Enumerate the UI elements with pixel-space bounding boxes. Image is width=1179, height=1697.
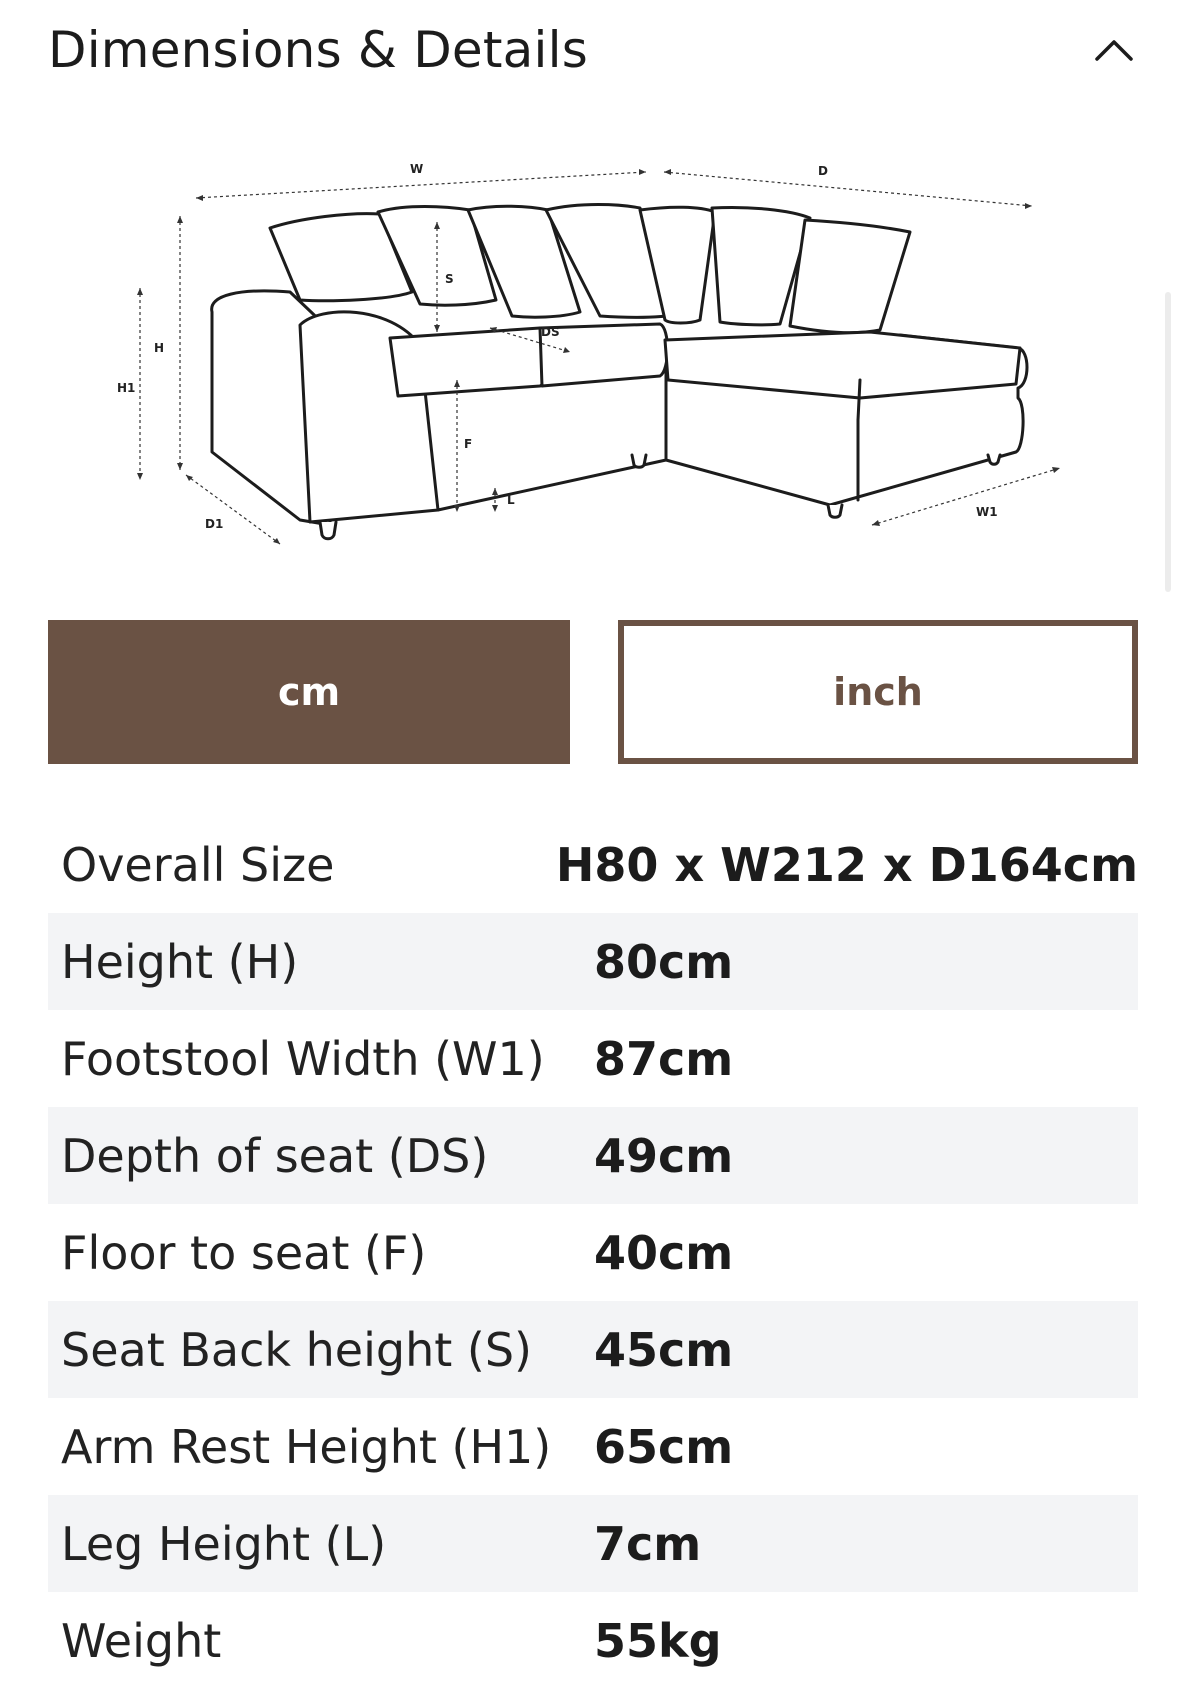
spec-label: Overall Size [61,837,335,892]
diagram-label-w: W [410,162,424,176]
section-title: Dimensions & Details [48,21,588,79]
table-row [48,1592,1138,1689]
diagram-label-d: D [818,164,828,178]
diagram-label-d1: D1 [205,517,224,531]
section-header[interactable] [48,12,1138,88]
table-row [48,1204,1138,1301]
specs-table [48,816,1138,1689]
diagram-label-l: L [507,493,515,507]
diagram-label-s: S [445,272,454,286]
spec-value: 7cm [594,1516,702,1571]
diagram-label-h: H [154,341,165,355]
unit-inch-button[interactable]: inch [618,620,1138,764]
table-row [48,1495,1138,1592]
diagram-label-h1: H1 [117,381,136,395]
table-row [48,1398,1138,1495]
table-row [48,1010,1138,1107]
spec-label: Footstool Width (W1) [61,1031,545,1086]
spec-value: 65cm [594,1419,734,1474]
sofa-dimension-diagram [100,140,1080,570]
spec-value: 87cm [594,1031,734,1086]
table-row [48,913,1138,1010]
spec-label: Weight [61,1613,222,1668]
spec-label: Arm Rest Height (H1) [61,1419,552,1474]
spec-value: 55kg [594,1613,722,1668]
chevron-up-icon[interactable] [1090,26,1138,74]
spec-label: Leg Height (L) [61,1516,387,1571]
spec-label: Floor to seat (F) [61,1225,427,1280]
unit-cm-button[interactable]: cm [48,620,570,764]
table-row [48,816,1138,913]
spec-label: Height (H) [61,934,299,989]
table-row [48,1107,1138,1204]
diagram-label-f: F [464,437,473,451]
diagram-label-w1: W1 [976,505,998,519]
spec-value: 49cm [594,1128,734,1183]
spec-label: Depth of seat (DS) [61,1128,489,1183]
spec-value: H80 x W212 x D164cm [555,837,1138,892]
spec-value: 80cm [594,934,734,989]
table-row [48,1301,1138,1398]
spec-label: Seat Back height (S) [61,1322,532,1377]
diagram-label-ds: DS [541,325,560,339]
spec-value: 40cm [594,1225,734,1280]
spec-value: 45cm [594,1322,734,1377]
scrollbar[interactable] [1165,292,1171,592]
